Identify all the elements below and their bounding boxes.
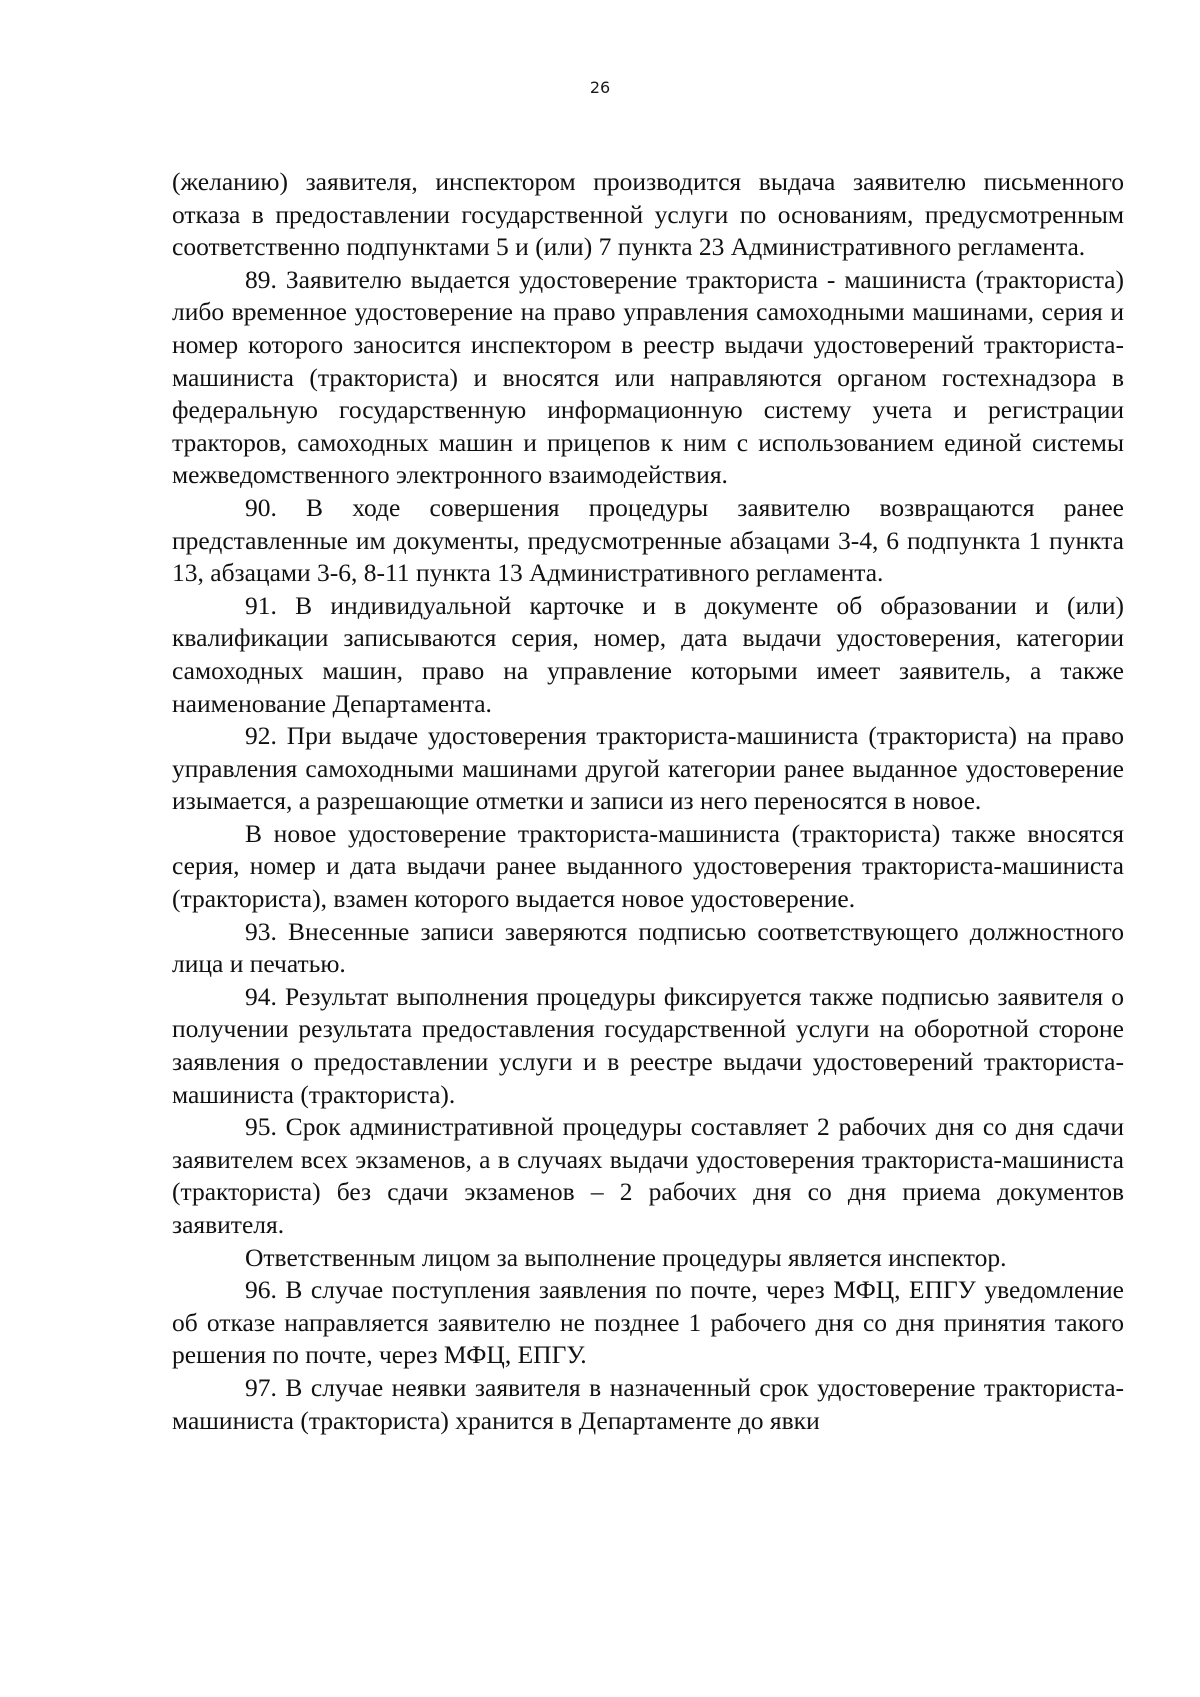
paragraph-94: 94. Результат выполнения процедуры фиксируется также подписью заявителя о получении результата предоставления государственной услуги на оборотной стороне заявления о предоставлении услуги и в реестре выдачи удостоверений тракториста-машиниста (тракториста). <box>172 981 1124 1109</box>
paragraph-90: 90. В ходе совершения процедуры заявителю возвращаются ранее представленные им документы, предусмотренные абзацами 3-4, 6 подпункта 1 пункта 13, абзацами 3-6, 8-11 пункта 13 Административного регламента. <box>172 492 1124 588</box>
page-number: 26 <box>589 78 611 97</box>
paragraph-96: 96. В случае поступления заявления по почте, через МФЦ, ЕПГУ уведомление об отказе направляется заявителю не позднее 1 рабочего дня со дня принятия такого решения по почте, через МФЦ, ЕПГУ. <box>172 1275 1124 1370</box>
paragraph-97: 97. В случае неявки заявителя в назначенный срок удостоверение тракториста-машиниста (тракториста) хранится в Департаменте до явки <box>172 1372 1124 1435</box>
paragraph-92-continued: В новое удостоверение тракториста-машиниста (тракториста) также вносятся серия, номер и дата выдачи ранее выданного удостоверения тракториста-машиниста (тракториста), взамен которого выдается новое удостоверение. <box>172 818 1124 914</box>
paragraph-93: 93. Внесенные записи заверяются подписью соответствующего должностного лица и печатью. <box>172 916 1124 979</box>
paragraph-91: 91. В индивидуальной карточке и в документе об образовании и (или) квалификации записываются серия, номер, дата выдачи удостоверения, категории самоходных машин, право на управление которыми имеет заявитель, а также наименование Департамента. <box>172 590 1124 718</box>
paragraph-continuation: (желанию) заявителя, инспектором производится выдача заявителю письменного отказа в предоставлении государственной услуги по основаниям, предусмотренным соответственно подпунктами 5 и (или) 7 пункта 23 Административного регламента. <box>172 167 1124 262</box>
document-body <box>172 166 1124 1437</box>
paragraph-89: 89. Заявителю выдается удостоверение тракториста - машиниста (тракториста) либо временное удостоверение на право управления самоходными машинами, серия и номер которого заносится инспектором в реестр выдачи удостоверений тракториста-машиниста (тракториста) и вносятся или направляются органом гостехнадзора в федеральную государственную информационную систему учета и регистрации тракторов, самоходных машин и прицепов к ним с использованием единой системы межведомственного электронного взаимодействия. <box>172 264 1124 490</box>
paragraph-95: 95. Срок административной процедуры составляет 2 рабочих дня со дня сдачи заявителем всех экзаменов, а в случаях выдачи удостоверения тракториста-машиниста (тракториста) без сдачи экзаменов – 2 рабочих дня со дня приема документов заявителя. <box>172 1112 1124 1239</box>
paragraph-95-responsible: Ответственным лицом за выполнение процедуры является инспектор. <box>245 1242 1007 1272</box>
paragraph-92: 92. При выдаче удостоверения тракториста-машиниста (тракториста) на право управления самоходными машинами другой категории ранее выданное удостоверение изымается, а разрешающие отметки и записи из него переносятся в новое. <box>172 721 1124 816</box>
